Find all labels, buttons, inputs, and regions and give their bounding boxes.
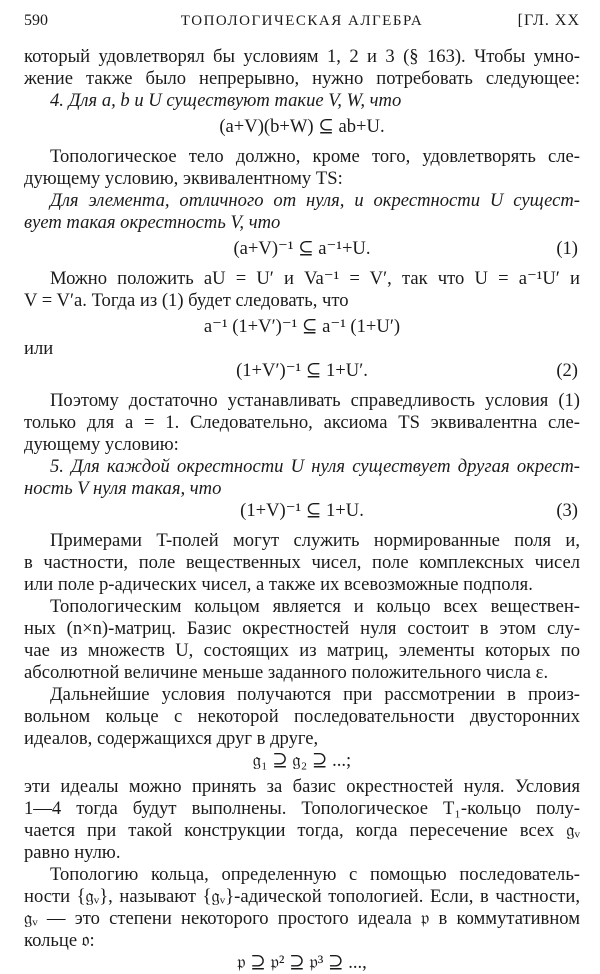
condition-5: 5. Для каждой окрестности U нуля существует другая окрест- xyxy=(50,456,580,477)
equation-text: a⁻¹ (1+V′)⁻¹ ⊆ a⁻¹ (1+U′) xyxy=(203,316,401,337)
text-line: 1—4 тогда будут выполнены. Топологическое T₁-кольцо полу- xyxy=(24,798,580,819)
text-line: вольном кольце с некоторой последовательности двусторонних xyxy=(24,706,580,727)
equation xyxy=(24,116,580,138)
equation-number: (1) xyxy=(556,238,578,259)
text-line: чае из множеств U, состоящих из матриц, элементы которых по xyxy=(24,640,580,661)
text-line: кольце 𝔬: xyxy=(24,930,95,951)
text-line: V = V′a. Тогда из (1) будет следовать, что xyxy=(24,290,349,311)
equation-text: (1+V)⁻¹ ⊆ 1+U. xyxy=(240,500,364,521)
page-number: 590 xyxy=(24,12,48,29)
equation xyxy=(24,750,580,772)
running-title: ТОПОЛОГИЧЕСКАЯ АЛГЕБРА xyxy=(180,13,424,29)
text-line: ность V нуля такая, что xyxy=(24,478,222,499)
text-line: только для a = 1. Следовательно, аксиома TS эквивалентна сле- xyxy=(24,412,580,433)
text-line: чается при такой конструкции тогда, когда пересечение всех 𝔤ᵥ xyxy=(24,820,580,841)
text-line: ности {𝔤ᵥ}, называют {𝔤ᵥ}-адической топологией. Если, в частности, xyxy=(24,886,580,907)
text-line: в частности, поле вещественных чисел, поле комплексных чисел xyxy=(24,552,580,573)
text-line: или xyxy=(24,338,54,359)
text-line: идеалов, содержащихся друг в друге, xyxy=(24,728,319,749)
text-line: абсолютной величине меньше заданного положительного числа ε. xyxy=(24,662,549,683)
text-line: равно нулю. xyxy=(24,842,121,863)
running-header xyxy=(24,12,580,36)
text-line: Топологическое тело должно, кроме того, удовлетворять сле- xyxy=(50,146,580,167)
text-line: Можно положить aU = U′ и Va⁻¹ = V′, так что U = a⁻¹U′ и xyxy=(50,268,580,289)
condition-4: 4. Для a, b и U существуют такие V, W, что xyxy=(50,90,402,111)
text-line: ных (n×n)-матриц. Базис окрестностей нуля состоит в этом слу- xyxy=(24,618,580,639)
page-body xyxy=(24,46,580,974)
text-line: Поэтому достаточно устанавливать справедливость условия (1) xyxy=(50,390,580,411)
equation-1 xyxy=(24,238,580,260)
equation-text: (a+V)(b+W) ⊆ ab+U. xyxy=(219,116,385,137)
text-line: Топологическим кольцом является и кольцо всех веществен- xyxy=(50,596,580,617)
text-line: эти идеалы можно принять за базис окрестностей нуля. Условия xyxy=(24,776,580,797)
text-line: Дальнейшие условия получаются при рассмотрении в произ- xyxy=(50,684,580,705)
text-line: 𝔤ᵥ — это степени некоторого простого идеала 𝔭 в коммутативном xyxy=(24,908,580,929)
equation-text: (a+V)⁻¹ ⊆ a⁻¹+U. xyxy=(233,238,371,259)
equation-number: (3) xyxy=(556,500,578,521)
equation-2 xyxy=(24,360,580,382)
text-line: Топологию кольца, определенную с помощью последователь- xyxy=(50,864,580,885)
equation-number: (2) xyxy=(556,360,578,381)
equation-text: 𝔤₁ ⊇ 𝔤₂ ⊇ ...; xyxy=(252,750,352,771)
equation-text: (1+V′)⁻¹ ⊆ 1+U′. xyxy=(236,360,368,381)
text-line: дующему условию, эквивалентному TS: xyxy=(24,168,343,189)
text-line: дующему условию: xyxy=(24,434,179,455)
chapter-label: [ГЛ. XX xyxy=(517,12,580,29)
text-line: Для элемента, отличного от нуля, и окрестности U сущест- xyxy=(50,190,580,211)
equation xyxy=(24,316,580,338)
equation-text: 𝔭 ⊇ 𝔭² ⊇ 𝔭³ ⊇ ..., xyxy=(237,952,367,973)
text-line: или поле p-адических чисел, а также их всевозможные подполя. xyxy=(24,574,533,595)
equation-3 xyxy=(24,500,580,522)
text-line: вует такая окрестность V, что xyxy=(24,212,281,233)
text-line: Примерами T-полей могут служить нормированные поля и, xyxy=(50,530,580,551)
text-line: жение также было непрерывно, нужно потребовать следующее: xyxy=(24,68,580,89)
equation xyxy=(24,952,580,974)
text-line: который удовлетворял бы условиям 1, 2 и 3 (§ 163). Чтобы умно- xyxy=(24,46,580,67)
